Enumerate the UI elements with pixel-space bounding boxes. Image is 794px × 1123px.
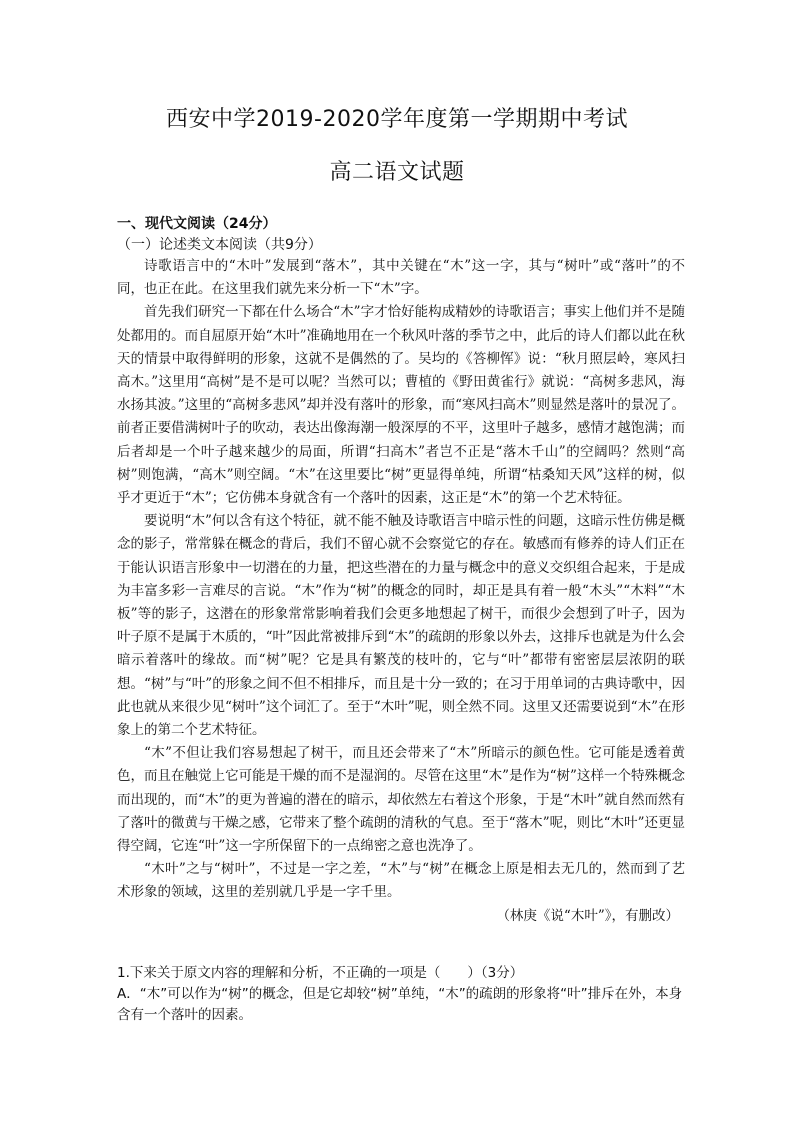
article-body bbox=[117, 255, 685, 928]
article-paragraph-3: 要说明“木”何以含有这个特征，就不能不触及诗歌语言中暗示性的问题，这暗示性仿佛是概念的影子，常常躲在概念的背后，我们不留心就不会察觉它的存在。敏感而有修养的诗人们正在于能认识语言形象中一切潜在的力量，把这些潜在的力量与概念中的意义交织组合起来，于是成为丰富多彩一言难尽的言说。“木”作为“树”的概念的同时，却正是具有着一般“木头”“木料”“木板”等的影子，这潜在的形象常常影响着我们会更多地想起了树干，而很少会想到了叶子，因为叶子原不是属于木质的，“叶”因此常被排斥到“木”的疏朗的形象以外去，这排斥也就是为什么会暗示着落叶的缘故。而“树”呢？它是具有繁茂的枝叶的，它与“叶”都带有密密层层浓阴的联想。“树”与“叶”的形象之间不但不相排斥，而且是十分一致的；在习于用单词的古典诗歌中，因此也就从来很少见“树叶”这个词汇了。至于“木叶”呢，则全然不同。这里又还需要说到“木”在形象上的第二个艺术特征。 bbox=[117, 513, 685, 739]
question-1-option-a: A．“木”可以作为“树”的概念，但是它却较“树”单纯，“木”的疏朗的形象将“叶”排斥在外，本身含有一个落叶的因素。 bbox=[117, 986, 683, 1023]
article-paragraph-4: “木”不但让我们容易想起了树干，而且还会带来了“木”所暗示的颜色性。它可能是透着黄色，而且在触觉上它可能是干燥的而不是湿润的。尽管在这里“木”是作为“树”这样一个特殊概念而出现的，而“木”的更为普遍的潜在的暗示，却依然左右着这个形象，于是“木叶”就自然而然有了落叶的微黄与干燥之感，它带来了整个疏朗的清秋的气息。至于“落木”呢，则比“木叶”还更显得空阔，它连“叶”这一字所保留下的一点绵密之意也洗净了。 bbox=[117, 745, 685, 855]
article-paragraph-1: 诗歌语言中的“木叶”发展到“落木”，其中关键在“木”这一字，其与“树叶”或“落叶”的不同，也正在此。在这里我们就先来分析一下“木”字。 bbox=[117, 258, 685, 298]
article-paragraph-2: 首先我们研究一下都在什么场合“木”字才恰好能构成精妙的诗歌语言；事实上他们并不是随处都用的。而自屈原开始“木叶”准确地用在一个秋风叶落的季节之中，此后的诗人们都以此在秋天的情景中取得鲜明的形象，这就不是偶然的了。吴均的《答柳恽》说：“秋月照层岭，寒风扫高木。”这里用“高树”是不是可以呢？当然可以；曹植的《野田黄雀行》就说：“高树多悲风，海水扬其波。”这里的“高树多悲风”却并没有落叶的形象，而“寒风扫高木”则显然是落叶的景况了。前者正要借满树叶子的吹动，表达出像海潮一般深厚的不平，这里叶子越多，感情才越饱满；而后者却是一个叶子越来越少的局面，所谓“扫高木”者岂不正是“落木千山”的空阔吗？然则“高树”则饱满，“高木”则空阔。“木”在这里要比“树”更显得单纯，所谓“枯桑知天风”这样的树，似乎才更近于“木”；它仿佛本身就含有一个落叶的因素，这正是“木”的第一个艺术特征。 bbox=[117, 304, 685, 507]
article-paragraph-5: “木叶”之与“树叶”，不过是一字之差，“木”与“树”在概念上原是相去无几的，然而到了艺术形象的领域，这里的差别就几乎是一字千里。 bbox=[117, 861, 685, 901]
question-1: 1.下来关于原文内容的理解和分析，不正确的一项是（ ）（3分） bbox=[117, 965, 524, 981]
exam-subtitle: 高二语文试题 bbox=[329, 160, 465, 185]
article-citation: （林庚《说“木叶”》，有删改） bbox=[496, 907, 679, 924]
subsection-heading: （一）论述类文本阅读（共9分） bbox=[117, 237, 322, 253]
exam-title: 西安中学2019-2020学年度第一学期期中考试 bbox=[166, 107, 628, 132]
section-heading: 一、现代文阅读（24分） bbox=[117, 216, 277, 232]
